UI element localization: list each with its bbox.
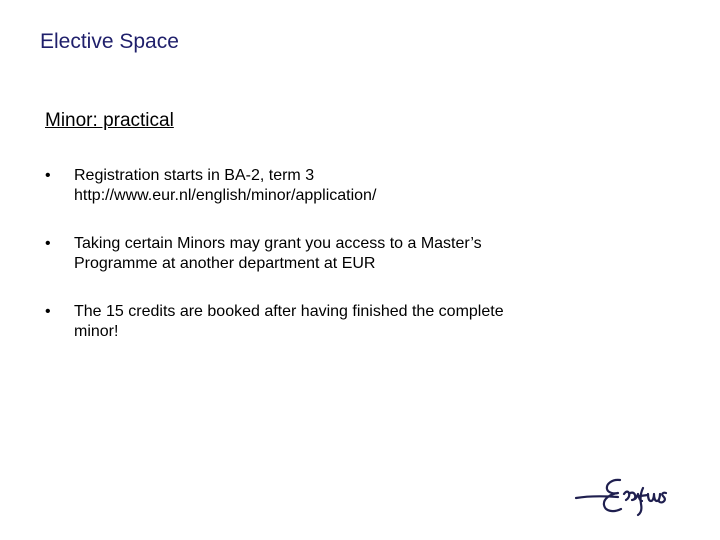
bullet-text-line: minor!	[74, 323, 119, 340]
bullet-link-text[interactable]: http://www.eur.nl/english/minor/application/	[74, 187, 377, 204]
bullet-list	[45, 166, 605, 370]
bullet-icon: •	[45, 235, 51, 252]
bullet-text-line: The 15 credits are booked after having finished the complete	[74, 303, 504, 320]
bullet-text-line: Taking certain Minors may grant you access to a Master’s	[74, 235, 482, 252]
erasmus-signature-logo-icon	[574, 474, 684, 518]
slide-title: Elective Space	[40, 30, 179, 53]
bullet-text-line: Programme at another department at EUR	[74, 255, 376, 272]
bullet-icon: •	[45, 167, 51, 184]
section-heading: Minor: practical	[45, 110, 174, 131]
list-item	[45, 234, 605, 274]
bullet-icon: •	[45, 303, 51, 320]
bullet-text-line: Registration starts in BA-2, term 3	[74, 167, 315, 184]
list-item	[45, 166, 605, 206]
list-item	[45, 302, 605, 342]
